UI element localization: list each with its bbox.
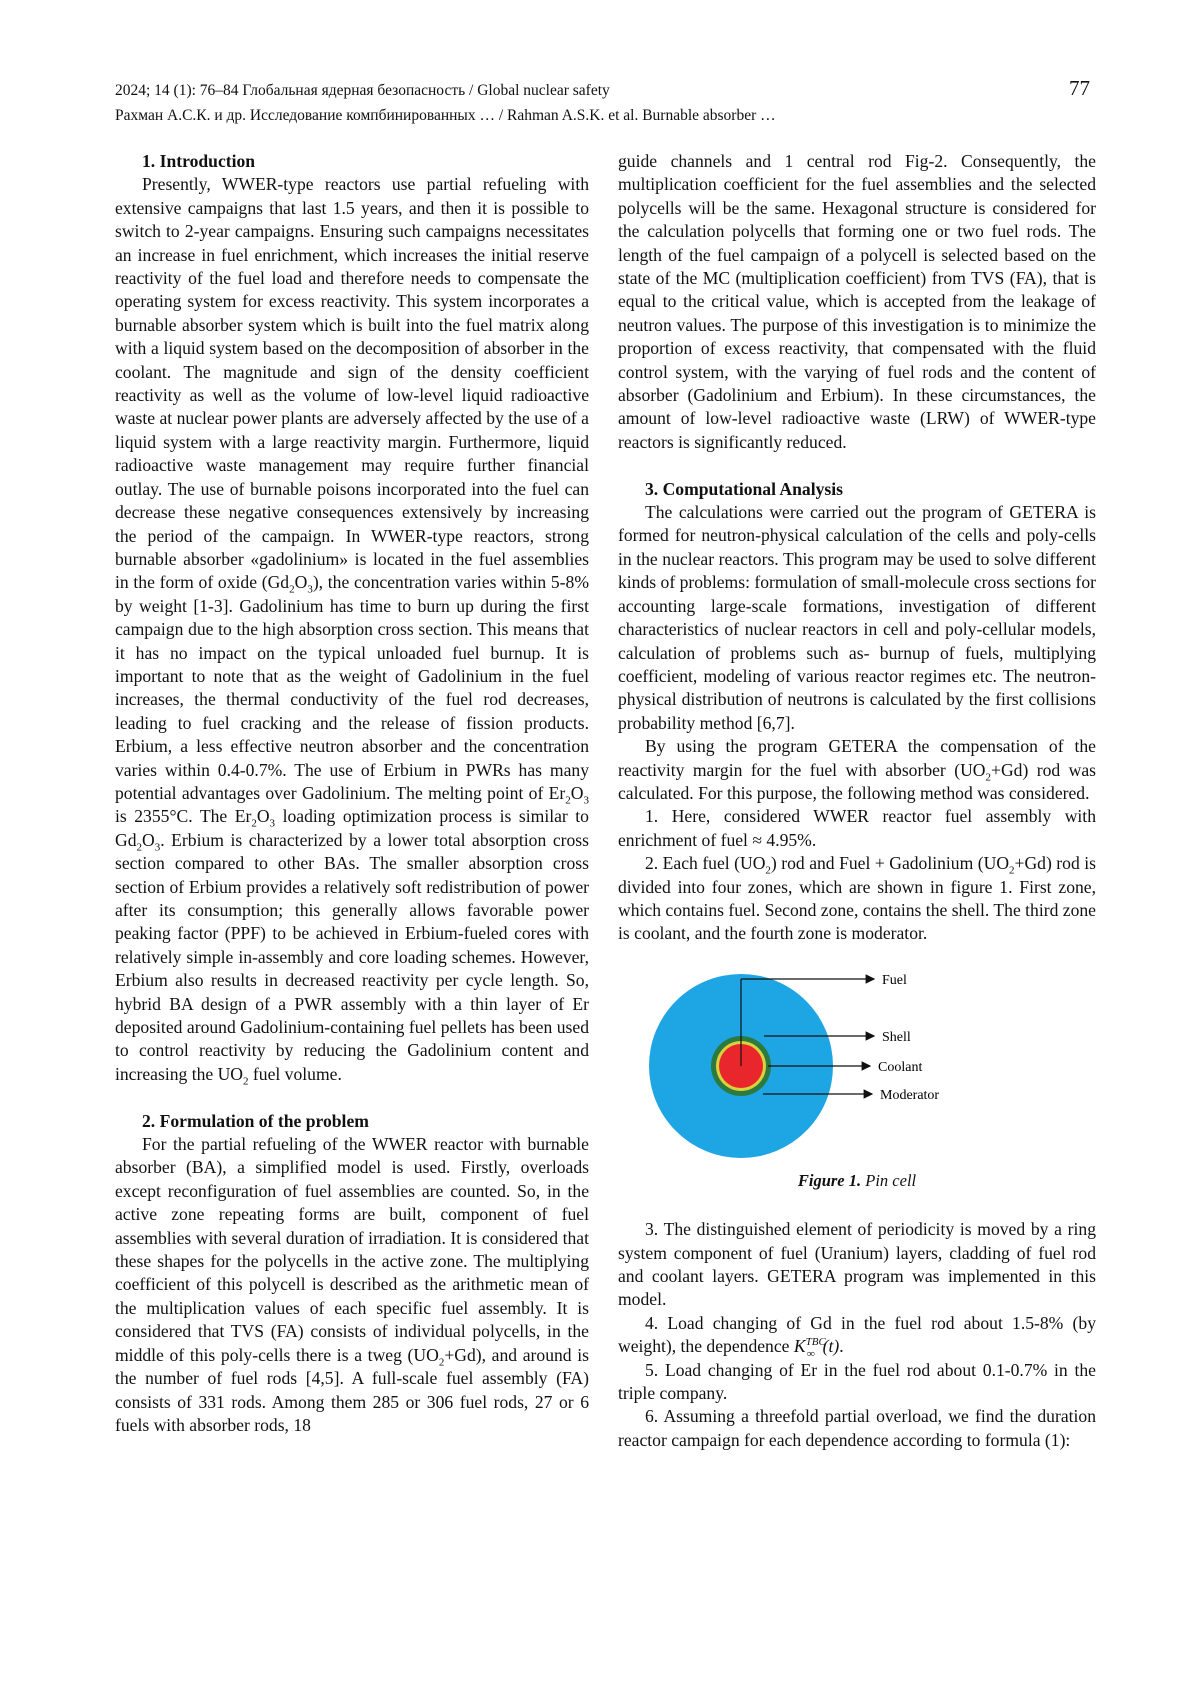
pin-cell-diagram — [618, 962, 1096, 1167]
running-header — [115, 78, 1090, 128]
formulation-paragraph-continued: guide channels and 1 central rod Fig-2. Consequently, the multiplication coefficient for the fuel assemblies and the selected polycells will be the same. Hexagonal structure is considered for the calculation polycells that forming one or two fuel rods. The length of the fuel campaign of a polycell is selected based on the state of the MC (multiplication coefficient) from TVS (FA), that is equal to the critical value, which is accepted from the leakage of neutron values. The purpose of this investigation is to minimize the proportion of excess reactivity, that compensated with the fluid control system, with the varying of fuel rods and the content of absorber (Gadolinium and Erbium). In these circumstances, the amount of low-level radioactive waste (LRW) of WWER-type reactors is significantly reduced. — [618, 151, 1096, 452]
section-1-title: 1. Introduction — [142, 151, 256, 171]
method-item-2: 2. Each fuel $(UO_2)$ rod and Fuel + Gadolinium $(UO_2+Gd)$ rod is divided into four zones, which are shown in figure 1. First zone, which contains fuel. Second zone, contains the shell. The third zone is coolant, and the fourth zone is moderator. — [618, 853, 1096, 944]
method-item-5: 5. Load changing of Er in the fuel rod about 0.1-0.7% in the triple company. — [618, 1359, 1096, 1404]
method-item-3: 3. The distinguished element of periodicity is moved by a ring system component of fuel (Uranium) layers, cladding of fuel rod and coolant layers. GETERA program was implemented in this model. — [618, 1219, 1096, 1310]
header-authors-line: Рахман А.С.К. и др. Исследование компбинированных … / Rahman A.S.K. et al. Burnable absorber … — [115, 107, 776, 124]
pin-cell-figure — [618, 962, 1096, 1167]
label-coolant: Coolant — [878, 1059, 923, 1075]
method-item-6: 6. Assuming a threefold partial overload, we find the duration reactor campaign for each dependence according to formula (1): — [618, 1406, 1096, 1450]
intro-paragraph: Presently, WWER-type reactors use partial refueling with extensive campaigns that last 1.5 years, and then it is possible to switch to 2-year campaigns. Ensuring such campaigns necessitates an increase in fuel enrichment, which increases the initial reserve reactivity of the fuel load and therefore needs to compensate the operating system for excess reactivity. This system incorporates a burnable absorber system which is built into the fuel matrix along with a liquid system based on the decomposition of absorber in the coolant. The magnitude and sign of the density coefficient reactivity as well as the volume of low-level liquid radioactive waste at nuclear power plants are adversely affected by the use of a liquid system with a large reactivity margin. Furthermore, liquid radioactive waste management may require further financial outlay. The use of burnable poisons incorporated into the fuel can decrease these negative consequences extensively by increasing the period of the campaign. In WWER-type reactors, strong burnable absorber «gadolinium» is located in the fuel assemblies in the form of oxide $(Gd_2O_3)$, the concentration varies within 5-8% by weight [1-3]. Gadolinium has time to burn up during the first campaign due to the high absorption cross section. This means that it has no impact on the typical unloaded fuel burnup. It is important to note that as the weight of Gadolinium in the fuel increases, the thermal conductivity of the fuel rod decreases, leading to fuel cracking and the release of fission products. Erbium, a less effective neutron absorber and the concentration varies within 0.4-0.7%. The use of Erbium in PWRs has many potential advantages over Gadolinium. The melting point of $Er_2O_3$ is 2355°C. The $Er_2O_3$ loading optimization process is similar to $Gd_2O_3$. Erbium is characterized by a lower total absorption cross section compared to other BAs. The smaller absorption cross section of Erbium provides a relatively soft redistribution of power after its consumption; this generally allows favorable power peaking factor (PPF) to be achieved in Erbium-fueled cores with relatively simple in-assembly and core loading schemes. However, Erbium also results in decreased reactivity per cycle length. So, hybrid BA design of a PWR assembly with a thin layer of Er deposited around Gadolinium-containing fuel pellets has been used to control reactivity by reducing the Gadolinium content and increasing the $UO_2$ fuel volume. — [115, 174, 589, 1088]
label-moderator: Moderator — [880, 1087, 940, 1103]
label-fuel: Fuel — [882, 972, 907, 988]
right-column — [618, 150, 1096, 1452]
left-column — [115, 150, 589, 1437]
compensation-paragraph: By using the program GETERA the compensation of the reactivity margin for the fuel with absorber $(UO_2+Gd)$ rod was calculated. For this purpose, the following method was considered. — [618, 736, 1096, 803]
label-shell: Shell — [882, 1029, 911, 1045]
figure-1-caption: Figure 1. Pin cell — [797, 1170, 917, 1190]
header-journal-line: 2024; 14 (1): 76–84 Глобальная ядерная безопасность / Global nuclear safety — [115, 82, 610, 99]
page-number: 77 — [1069, 76, 1090, 100]
getera-paragraph: The calculations were carried out the program of GETERA is formed for neutron-physical calculation of the cells and poly-cells in the nuclear reactors. This program may be used to solve different kinds of problems: formulation of small-molecule cross sections for accounting large-scale formations, investigation of different characteristics of nuclear reactors in cell and poly-cellular models, calculation of problems such as- burnup of fuels, multiplying coefficient, modeling of various reactor regimes etc. The neutron-physical distribution of neutrons is calculated by the first collisions probability method [6,7]. — [618, 502, 1096, 733]
section-3-title: 3. Computational Analysis — [645, 478, 843, 499]
formulation-paragraph: For the partial refueling of the WWER reactor with burnable absorber (BA), a simplified model is used. Firstly, overloads except reconfiguration of fuel assemblies are counted. So, in the active zone repeating forms are built, component of fuel assemblies with several duration of irradiation. It is considered that these shapes for the polycells in the active zone. The multiplying coefficient of this polycell is described as the arithmetic mean of the multiplication values of each specific fuel assembly. It is considered that TVS (FA) consists of individual polycells, in the middle of this poly-cells there is a tweg $(UO_2+Gd)$, and around is the number of fuel rods [4,5]. A full-scale fuel assembly (FA) consists of 331 rods. Among them 285 or 306 fuel rods, 27 or 6 fuels with absorber rods, 18 — [115, 1134, 589, 1435]
section-2-title: 2. Formulation of the problem — [142, 1110, 369, 1131]
method-item-4: 4. Load changing of Gd in the fuel rod about 1.5-8% (by weight), the dependence $K^{TBC}_\infty$ (t). — [618, 1312, 1096, 1360]
method-item-1: 1. Here, considered WWER reactor fuel assembly with enrichment of fuel ≈ 4.95%. — [618, 806, 1096, 850]
